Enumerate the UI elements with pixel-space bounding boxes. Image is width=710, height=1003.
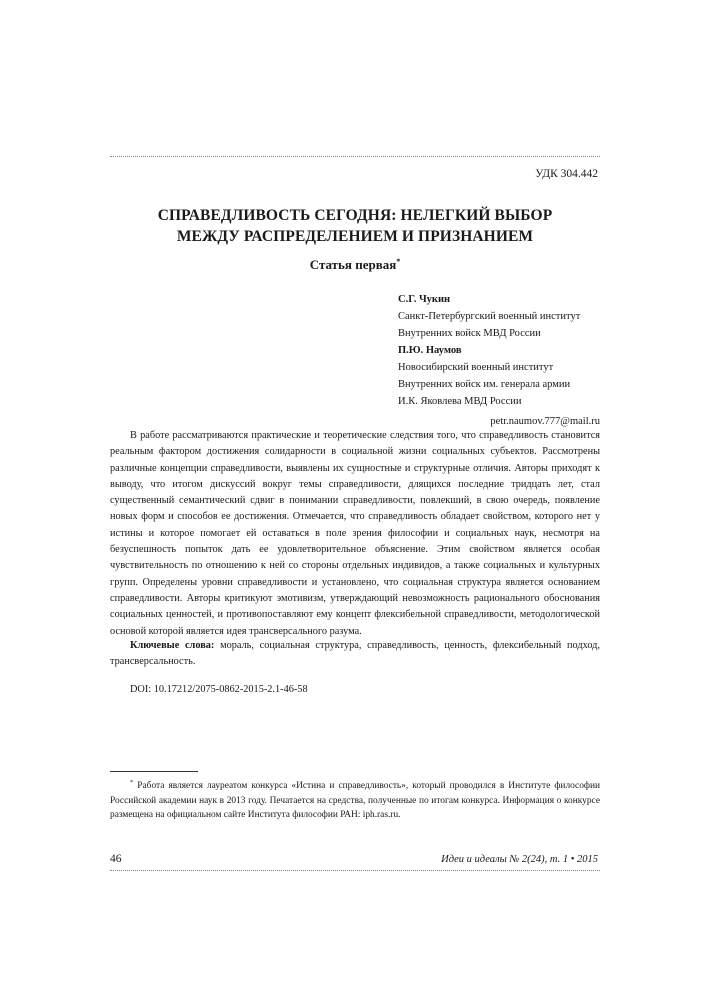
footnote-text: Работа является лауреатом конкурса «Истина и справедливость», который проводился в Институте философии Российской академии наук в 2013 году. Печатается на средства, полученные по итогам конкурса. Информация о конкурсе размещена на официальном сайте Института философии РАН: iph.ras.ru.	[110, 781, 600, 820]
author-affiliation-line: И.К. Яковлева МВД России	[398, 396, 522, 407]
keywords-text: мораль, социальная структура, справедливость, ценность, флексибельный подход, трансверсальность.	[110, 640, 600, 668]
udk-code: УДК 304.442	[535, 168, 598, 180]
authors-block	[398, 291, 600, 430]
title-line-1: СПРАВЕДЛИВОСТЬ СЕГОДНЯ: НЕЛЕГКИЙ ВЫБОР	[157, 207, 553, 224]
author-2	[398, 342, 600, 410]
author-affiliation-line: Внутренних войск МВД России	[398, 328, 541, 339]
author-affiliation-line: Внутренних войск им. генерала армии	[398, 379, 571, 390]
author-name: П.Ю. Наумов	[398, 345, 462, 356]
doi[interactable]: DOI: 10.17212/2075-0862-2015-2.1-46-58	[130, 684, 308, 695]
page-number: 46	[110, 853, 122, 865]
author-email[interactable]: petr.naumov.777@mail.ru	[490, 416, 600, 427]
subtitle-text: Статья первая	[309, 257, 397, 272]
journal-reference: Идеи и идеалы № 2(24), т. 1 • 2015	[441, 854, 598, 865]
article-title	[110, 205, 600, 247]
article-subtitle	[110, 257, 600, 273]
author-1	[398, 291, 600, 342]
header-dotted-rule	[110, 156, 600, 157]
title-line-2: МЕЖДУ РАСПРЕДЕЛЕНИЕМ И ПРИЗНАНИЕМ	[176, 228, 534, 245]
author-affiliation-line: Санкт-Петербургский военный институт	[398, 311, 581, 322]
keywords-label: Ключевые слова:	[130, 640, 215, 651]
author-affiliation-line: Новосибирский военный институт	[398, 362, 554, 373]
footnote-rule	[110, 771, 198, 772]
footnote	[110, 776, 600, 823]
footnote-marker[interactable]: *	[396, 257, 401, 266]
author-name: С.Г. Чукин	[398, 294, 451, 305]
abstract: В работе рассматриваются практические и теоретические следствия того, что справедливость становится реальным фактором достижения солидарности в социальной жизни социальных субъектов. Рассмотрены различные концепции справедливости, выявлены их сущностные и структурные отличия. Авторы приходят к выводу, что итогом дискуссий вокруг темы справедливости, длящихся последние тридцать лет, стал существенный семантический сдвиг в понимании справедливости, повлекший, в свою очередь, появление новых форм и способов ее достижения. Отмечается, что справедливость обладает свойством, которого нет у истины и которое помогает ей оставаться в поле зрения философии и социальных наук, несмотря на безуспешность попыток дать ее удовлетворительное объяснение. Этим свойством является особая чувствительность по отношению к ней со стороны отдельных индивидов, а также социальных и культурных групп. Определены уровни справедливости и установлено, что социальная структура является основанием справедливости. Авторы критикуют эмотивизм, утверждающий невозможность рационального обоснования социальных ценностей, и противопоставляют ему концепт флексибельной справедливости, методологической основой которой является идея трансверсального разума.	[110, 430, 600, 637]
keywords	[110, 638, 600, 671]
footnote-mark: *	[130, 779, 134, 786]
footer-dotted-rule	[110, 870, 600, 871]
